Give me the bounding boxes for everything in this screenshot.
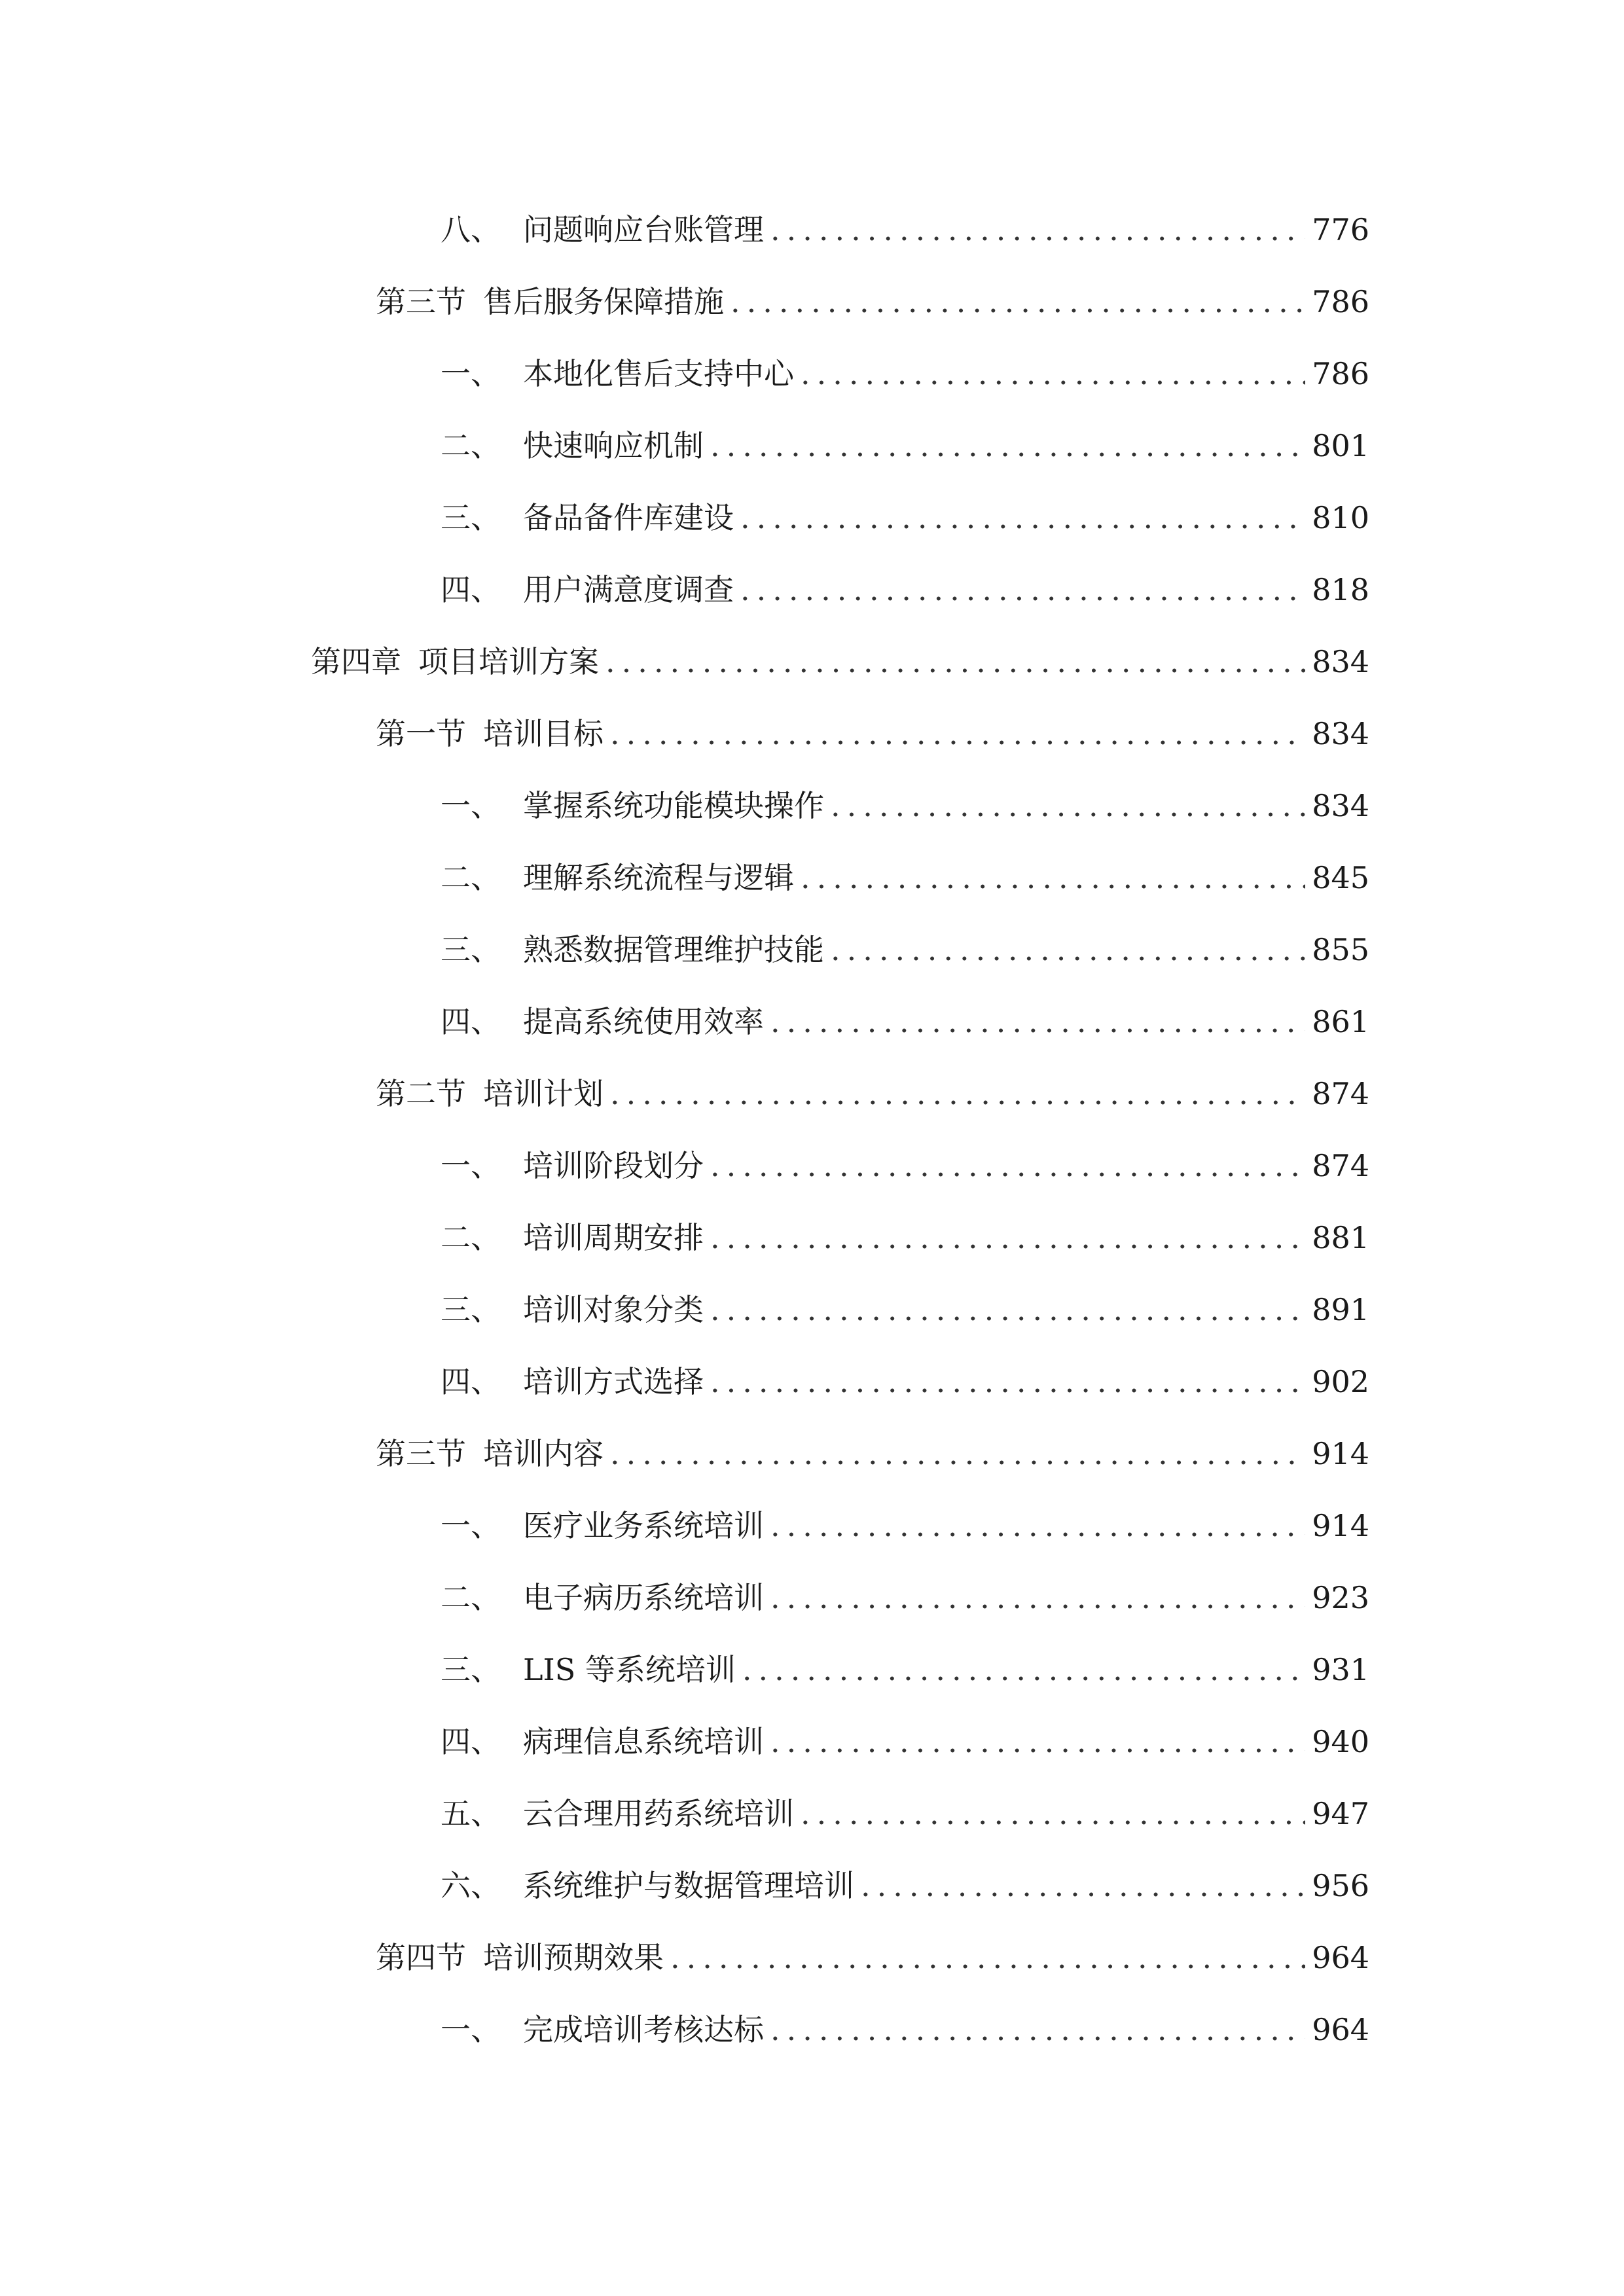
toc-entry-training-phases[interactable] (441, 1139, 1369, 1192)
toc-entry-number: 二、 (441, 428, 501, 463)
dot-leader (731, 276, 1305, 328)
toc-entry-training-methods[interactable] (441, 1355, 1369, 1408)
dot-leader (742, 1643, 1305, 1696)
toc-entry-title: 掌握系统功能模块操作 (523, 788, 824, 823)
toc-entry-number: 三、 (441, 500, 501, 535)
toc-entry-page-number: 786 (1312, 356, 1369, 391)
toc-entry-assessment-pass[interactable] (441, 2003, 1369, 2056)
toc-entry-number: 一、 (441, 2012, 501, 2047)
toc-entry-data-maintenance[interactable] (441, 924, 1369, 976)
dot-leader (770, 996, 1305, 1048)
toc-entry-title: 备品备件库建设 (523, 500, 734, 535)
toc-entry-chapter3-section3[interactable] (376, 276, 1369, 328)
toc-entry-title: 培训目标 (483, 716, 604, 751)
toc-entry-master-modules[interactable] (441, 780, 1369, 832)
toc-entry-trainee-categories[interactable] (441, 1283, 1369, 1336)
toc-entry-number: 二、 (441, 1220, 501, 1255)
toc-entry-page-number: 914 (1312, 1436, 1369, 1471)
dot-leader (861, 1859, 1305, 1912)
dot-leader (801, 852, 1305, 904)
toc-entry-process-logic[interactable] (441, 852, 1369, 904)
toc-entry-page-number: 776 (1312, 212, 1369, 247)
toc-entry-chapter4[interactable] (311, 636, 1369, 688)
toc-entry-title: 售后服务保障措施 (483, 284, 724, 319)
toc-entry-number: 一、 (441, 1508, 501, 1543)
toc-entry-page-number: 874 (1312, 1076, 1369, 1111)
toc-entry-number: 八、 (441, 212, 501, 247)
dot-leader (710, 1139, 1305, 1192)
dot-leader (770, 1499, 1305, 1552)
toc-entry-number: 四、 (441, 1004, 501, 1039)
dot-leader (770, 1571, 1305, 1624)
dot-leader (710, 1283, 1305, 1336)
toc-entry-title: 培训方式选择 (523, 1364, 704, 1399)
toc-entry-number: 三、 (441, 1292, 501, 1327)
toc-entry-page-number: 923 (1312, 1580, 1369, 1615)
toc-entry-title: 快速响应机制 (523, 428, 704, 463)
toc-entry-page-number: 834 (1312, 788, 1369, 823)
toc-entry-spare-parts[interactable] (441, 492, 1369, 544)
toc-entry-title: 用户满意度调查 (523, 572, 734, 607)
toc-entry-number: 一、 (441, 1148, 501, 1183)
toc-entry-number: 二、 (441, 1580, 501, 1615)
toc-entry-number: 第三节 (376, 284, 466, 319)
toc-entry-satisfaction-survey[interactable] (441, 564, 1369, 616)
dot-leader (770, 2003, 1305, 2056)
toc-entry-number: 四、 (441, 1364, 501, 1399)
toc-entry-rapid-response[interactable] (441, 420, 1369, 472)
toc-entry-page-number: 861 (1312, 1004, 1369, 1039)
dot-leader (610, 708, 1305, 760)
toc-entry-title: 培训计划 (483, 1076, 604, 1111)
toc-entry-page-number: 940 (1312, 1724, 1369, 1759)
toc-entry-number: 第一节 (376, 716, 466, 751)
toc-entry-title: 培训阶段划分 (523, 1148, 704, 1183)
toc-entry-title: 提高系统使用效率 (523, 1004, 764, 1039)
toc-entry-section-8-issue-ledger[interactable] (441, 204, 1369, 256)
dot-leader (801, 1787, 1305, 1840)
toc-entry-emr-training[interactable] (441, 1571, 1369, 1624)
dot-leader (770, 204, 1305, 256)
dot-leader (610, 1067, 1305, 1120)
dot-leader (605, 636, 1305, 688)
dot-leader (831, 924, 1305, 976)
toc-entry-number: 三、 (441, 932, 501, 967)
toc-entry-title: 问题响应台账管理 (523, 212, 764, 247)
toc-entry-title: 系统维护与数据管理培训 (523, 1868, 854, 1903)
toc-entry-local-support-center[interactable] (441, 348, 1369, 400)
dot-leader (670, 1931, 1305, 1984)
toc-entry-number: 一、 (441, 788, 501, 823)
toc-entry-title: 培训对象分类 (523, 1292, 704, 1327)
toc-entry-page-number: 891 (1312, 1292, 1369, 1327)
toc-entry-page-number: 810 (1312, 500, 1369, 535)
toc-entry-chapter4-section4[interactable] (376, 1931, 1369, 1984)
toc-entry-efficiency[interactable] (441, 996, 1369, 1048)
dot-leader (710, 420, 1305, 472)
toc-entry-number: 二、 (441, 860, 501, 895)
toc-entry-page-number: 956 (1312, 1868, 1369, 1903)
toc-entry-number: 四、 (441, 572, 501, 607)
toc-entry-maintenance-training[interactable] (441, 1859, 1369, 1912)
dot-leader (770, 1715, 1305, 1768)
toc-entry-page-number: 834 (1312, 644, 1369, 679)
toc-entry-chapter4-section1[interactable] (376, 708, 1369, 760)
toc-entry-page-number: 931 (1312, 1652, 1369, 1687)
toc-entry-page-number: 914 (1312, 1508, 1369, 1543)
toc-entry-number: 三、 (441, 1652, 501, 1687)
toc-entry-page-number: 801 (1312, 428, 1369, 463)
toc-entry-training-schedule[interactable] (441, 1211, 1369, 1264)
toc-entry-number: 第四章 (311, 644, 401, 679)
toc-entry-pathology-training[interactable] (441, 1715, 1369, 1768)
toc-entry-title: 培训内容 (483, 1436, 604, 1471)
toc-entry-page-number: 874 (1312, 1148, 1369, 1183)
toc-entry-title: 本地化售后支持中心 (523, 356, 794, 391)
toc-entry-number: 第二节 (376, 1076, 466, 1111)
toc-entry-page-number: 947 (1312, 1796, 1369, 1831)
toc-entry-number: 四、 (441, 1724, 501, 1759)
toc-entry-page-number: 818 (1312, 572, 1369, 607)
toc-entry-title: 完成培训考核达标 (523, 2012, 764, 2047)
toc-entry-title: 电子病历系统培训 (523, 1580, 764, 1615)
toc-entry-number: 六、 (441, 1868, 501, 1903)
toc-entry-page-number: 964 (1312, 1940, 1369, 1975)
dot-leader (710, 1355, 1305, 1408)
toc-entry-chapter4-section3[interactable] (376, 1427, 1369, 1480)
toc-entry-page-number: 786 (1312, 284, 1369, 319)
toc-entry-page-number: 881 (1312, 1220, 1369, 1255)
toc-entry-title: 医疗业务系统培训 (523, 1508, 764, 1543)
toc-entry-rational-drug-training[interactable] (441, 1787, 1369, 1840)
dot-leader (740, 564, 1305, 616)
toc-entry-page-number: 964 (1312, 2012, 1369, 2047)
toc-entry-page-number: 834 (1312, 716, 1369, 751)
toc-entry-number: 五、 (441, 1796, 501, 1831)
dot-leader (710, 1211, 1305, 1264)
toc-entry-title: LIS 等系统培训 (523, 1652, 736, 1687)
toc-entry-title: 病理信息系统培训 (523, 1724, 764, 1759)
toc-entry-title: 培训周期安排 (523, 1220, 704, 1255)
toc-entry-chapter4-section2[interactable] (376, 1067, 1369, 1120)
toc-entry-title: 项目培训方案 (418, 644, 599, 679)
dot-leader (801, 348, 1305, 400)
toc-entry-lis-training[interactable] (441, 1643, 1369, 1696)
toc-entry-title: 云合理用药系统培训 (523, 1796, 794, 1831)
toc-entry-number: 第四节 (376, 1940, 466, 1975)
toc-entry-title: 培训预期效果 (483, 1940, 664, 1975)
toc-entry-number: 第三节 (376, 1436, 466, 1471)
dot-leader (740, 492, 1305, 544)
toc-entry-title: 理解系统流程与逻辑 (523, 860, 794, 895)
toc-entry-page-number: 855 (1312, 932, 1369, 967)
toc-entry-number: 一、 (441, 356, 501, 391)
toc-entry-medical-system-training[interactable] (441, 1499, 1369, 1552)
toc-entry-page-number: 902 (1312, 1364, 1369, 1399)
dot-leader (610, 1427, 1305, 1480)
toc-entry-page-number: 845 (1312, 860, 1369, 895)
toc-entry-title: 熟悉数据管理维护技能 (523, 932, 824, 967)
dot-leader (831, 780, 1305, 832)
